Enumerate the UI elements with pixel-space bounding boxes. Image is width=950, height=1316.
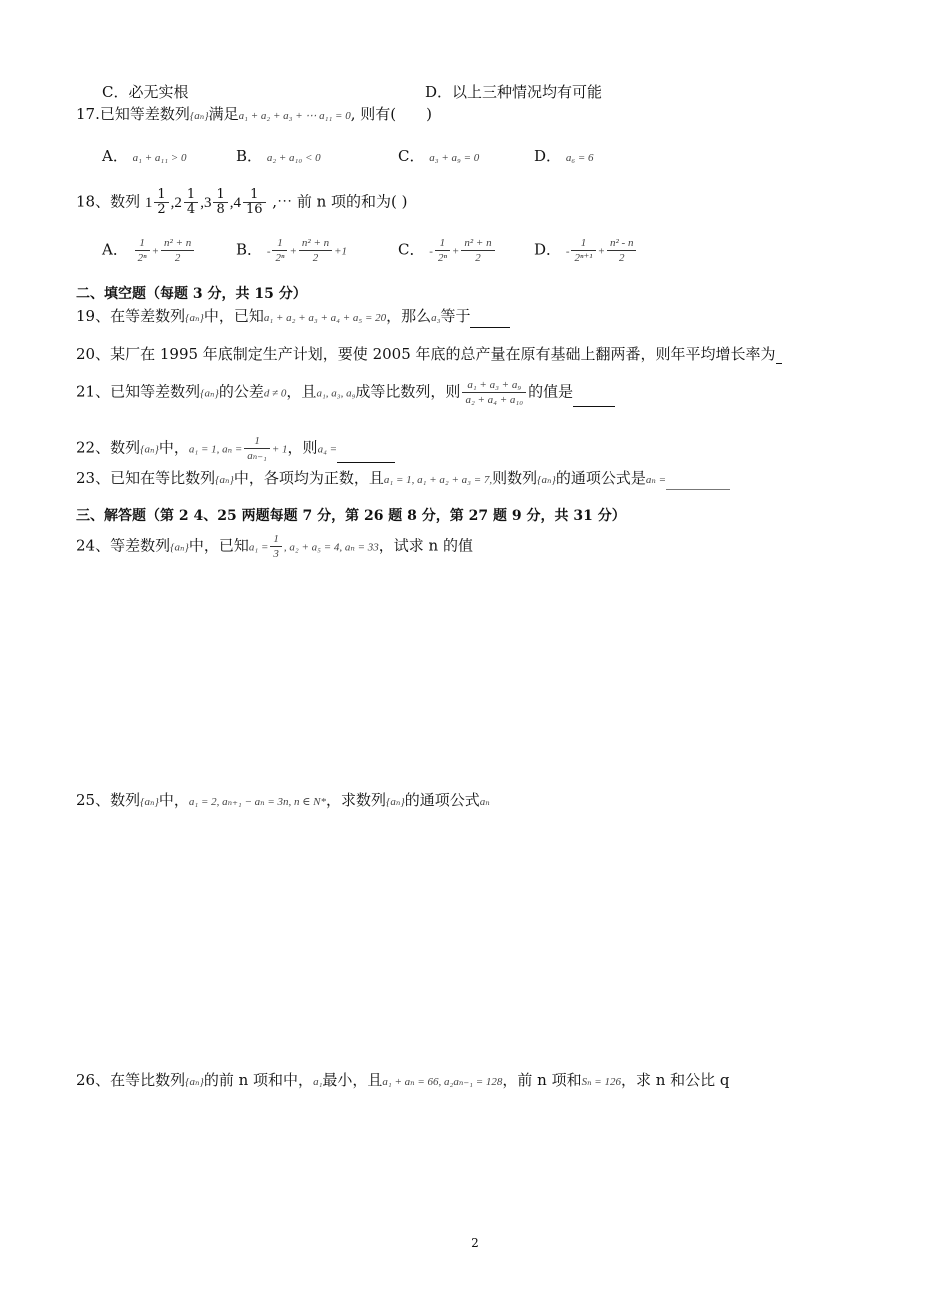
question-25: 25、数列{aₙ}中，a₁ = 2, aₙ₊₁ − aₙ = 3n, n ∈ N*，求数列{aₙ}的通项公式aₙ: [76, 791, 490, 809]
page-number: 2: [471, 1236, 479, 1250]
fraction: $\frac{1}{3}$: [270, 532, 282, 561]
q18-option-d: D． - $\frac{1}{\text{2ⁿ⁺¹}}$ + $\frac{\text{n² - n}}{2}$: [534, 236, 638, 265]
question-17: 17.已知等差数列{aₙ}满足a₁ + a₂ + a₃ + ⋯ a₁₁ = 0, 则有( ): [76, 105, 432, 123]
q18-option-c: C． - $\frac{1}{\text{2ⁿ}}$ + $\frac{\text{n² + n}}{2}$: [398, 236, 497, 265]
fraction: $\frac{1}{\text{aₙ₋₁}}$: [244, 434, 270, 463]
question-21: 21、已知等差数列{aₙ}的公差d ≠ 0，且a₁, a₃, a₉成等比数列，则 $\frac{\text{a₁ + a₃ + a₉}}{\text{a₂ + a₄ + a₁₀}}$ 的值是: [76, 378, 615, 407]
fraction: $\frac{1}{8}$: [213, 188, 227, 217]
q17-condition: a₁ + a₂ + a₃ + ⋯ a₁₁ = 0: [238, 110, 351, 122]
fraction: $\frac{1}{4}$: [184, 188, 198, 217]
question-19: 19、在等差数列{aₙ}中，已知a₁ + a₂ + a₃ + a₄ + a₅ = 20，那么a₃等于: [76, 306, 510, 328]
q16-option-c: C．必无实根: [102, 83, 189, 101]
fraction: $\frac{1}{16}$: [243, 188, 266, 217]
q16-option-d: D．以上三种情况均有可能: [425, 83, 603, 101]
sequence-notation: {aₙ}: [189, 110, 209, 122]
question-26: 26、在等比数列{aₙ}的前 n 项和中，a₁最小，且a₁ + aₙ = 66, a₂aₙ₋₁ = 128，前 n 项和Sₙ = 126，求 n 和公比 q: [76, 1071, 730, 1089]
question-22: 22、数列{aₙ}中，a₁ = 1, aₙ = $\frac{1}{\text{aₙ₋₁}}$ + 1，则a₄ =: [76, 434, 395, 463]
q18-option-a: A． $\frac{1}{\text{2ⁿ}}$ + $\frac{\text{n² + n}}{2}$: [102, 236, 196, 265]
q18-sequence: 1 $\frac{1}{2}$ ,2 $\frac{1}{4}$ ,3 $\frac{1}{8}$ ,4 $\frac{1}{16}$: [140, 193, 272, 211]
answer-blank[interactable]: [470, 311, 510, 328]
fraction: $\frac{1}{2}$: [154, 188, 168, 217]
q17-option-c: C． a₃ + a₉ = 0: [398, 147, 480, 165]
question-23: 23、已知在等比数列{aₙ}中，各项均为正数，且a₁ = 1, a₁ + a₂ + a₃ = 7,则数列{aₙ}的通项公式是aₙ =: [76, 468, 730, 490]
q18-option-b: B． - $\frac{1}{\text{2ⁿ}}$ + $\frac{\text{n² + n}}{2}$ +1: [236, 237, 348, 264]
section-heading-solve: 三、解答题（第 2 4、25 两题每题 7 分，第 26 题 8 分，第 27 题 9 分，共 31 分）: [76, 508, 626, 524]
fraction: $\frac{\text{a₁ + a₃ + a₉}}{\text{a₂ + a₄ + a₁₀}}$: [462, 378, 526, 407]
q17-option-d: D． a₆ = 6: [534, 147, 594, 165]
answer-blank[interactable]: [666, 473, 730, 490]
question-24: 24、等差数列{aₙ}中，已知a₁ = $\frac{1}{3}$ , a₂ + a₅ = 4, aₙ = 33，试求 n 的值: [76, 533, 473, 560]
answer-blank[interactable]: [337, 446, 395, 463]
section-heading-fill-in: 二、填空题（每题 3 分，共 15 分）: [76, 286, 307, 302]
q17-option-b: B． a₂ + a₁₀ < 0: [236, 147, 321, 165]
answer-blank[interactable]: [776, 347, 782, 364]
answer-blank[interactable]: [573, 390, 615, 407]
q17-option-a: A． a₁ + a₁₁ > 0: [102, 147, 187, 165]
question-20: 20、某厂在 1995 年底制定生产计划，要使 2005 年底的总产量在原有基础上翻两番，则年平均增长率为: [76, 344, 782, 364]
question-18: 18、数列 1 $\frac{1}{2}$ ,2 $\frac{1}{4}$ ,3 $\frac{1}{8}$ ,4 $\frac{1}{16}$ ,⋯ 前 n 项的和为( ): [76, 187, 408, 217]
